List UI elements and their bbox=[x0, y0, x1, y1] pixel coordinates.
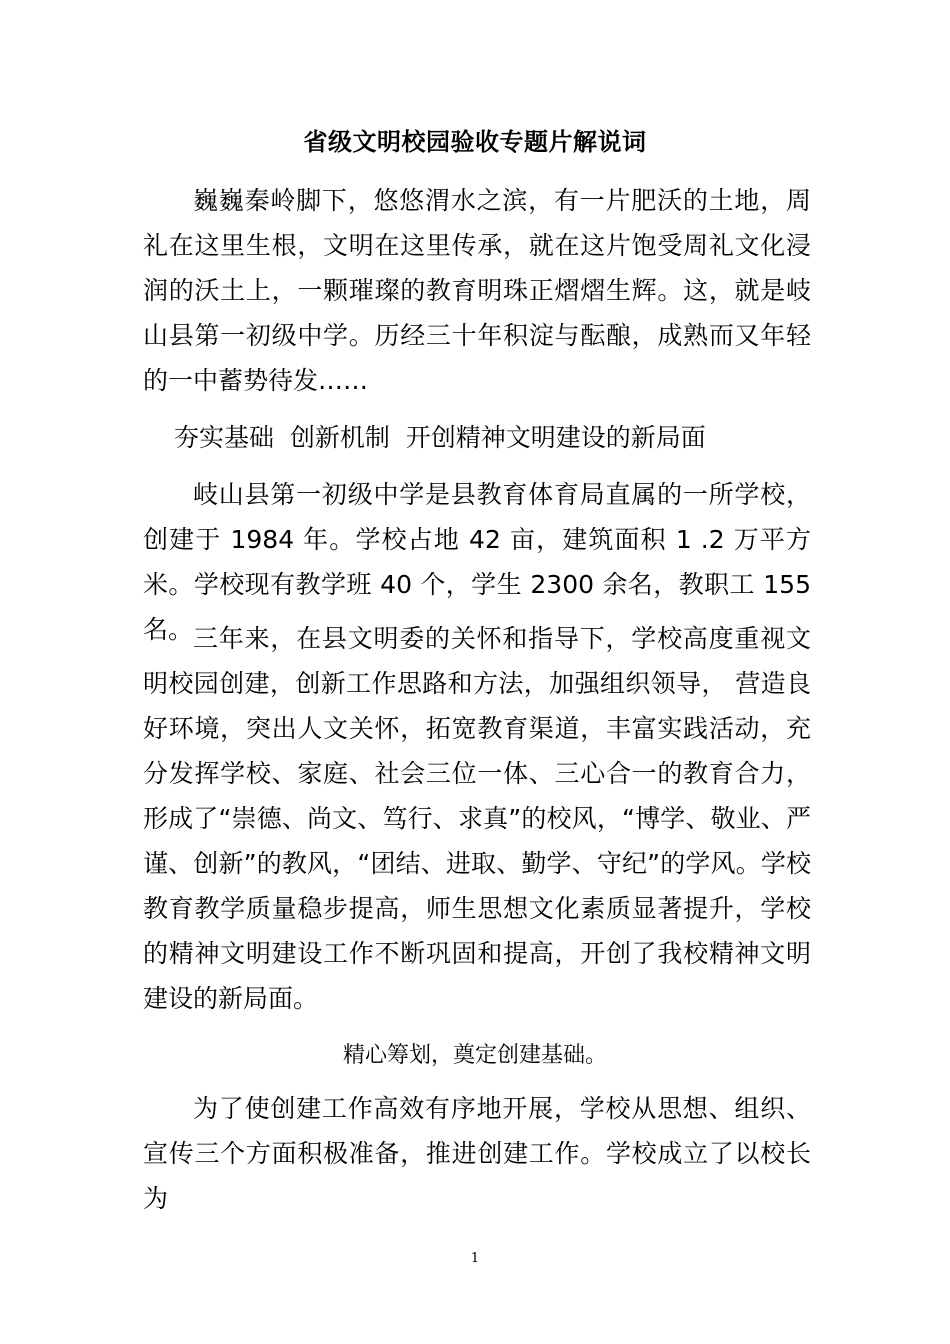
achievements-paragraph: 三年来，在县文明委的关怀和指导下，学校高度重视文明校园创建，创新工作思路和方法，加强组织领导， 营造良好环境，突出人文关怀，拓宽教育渠道，丰富实践活动，充分发挥学校、家庭、社会三位一体、三心合一的教育合力，形成了“崇德、尚文、笃行、求真”的校风，“博学、敬业、严谨、创新”的教风，“团结、进取、勤学、守纪”的学风。学校教育教学质量稳步提高，师生思想文化素质显著提升，学校的精神文明建设工作不断巩固和提高，开创了我校精神文明建设的新局面。 bbox=[143, 624, 811, 1013]
page-number: 1 bbox=[470, 1251, 480, 1266]
subsection-heading: 精心筹划，奠定创建基础。 bbox=[342, 1043, 607, 1068]
planning-paragraph: 为了使创建工作高效有序地开展，学校从思想、组织、宣传三个方面积极准备，推进创建工作。学校成立了以校长为 bbox=[143, 1094, 811, 1213]
section-heading: 夯实基础 创新机制 开创精神文明建设的新局面 bbox=[174, 423, 706, 452]
school-overview-paragraph: 岐山县第一初级中学是县教育体育局直属的一所学校，创建于 1984 年。学校占地 42 亩，建筑面积 1 .2 万平方米。学校现有教学班 40 个，学生 2300 余名，教职工 155 名。 bbox=[143, 480, 811, 644]
document-title: 省级文明校园验收专题片解说词 bbox=[303, 128, 647, 156]
intro-paragraph: 巍巍秦岭脚下，悠悠渭水之滨，有一片肥沃的土地，周礼在这里生根，文明在这里传承，就在这片饱受周礼文化浸润的沃土上，一颗璀璨的教育明珠正熠熠生辉。这，就是岐山县第一初级中学。历经三十年积淀与酝酿，成熟而又年轻的一中蓄势待发…… bbox=[143, 186, 811, 395]
